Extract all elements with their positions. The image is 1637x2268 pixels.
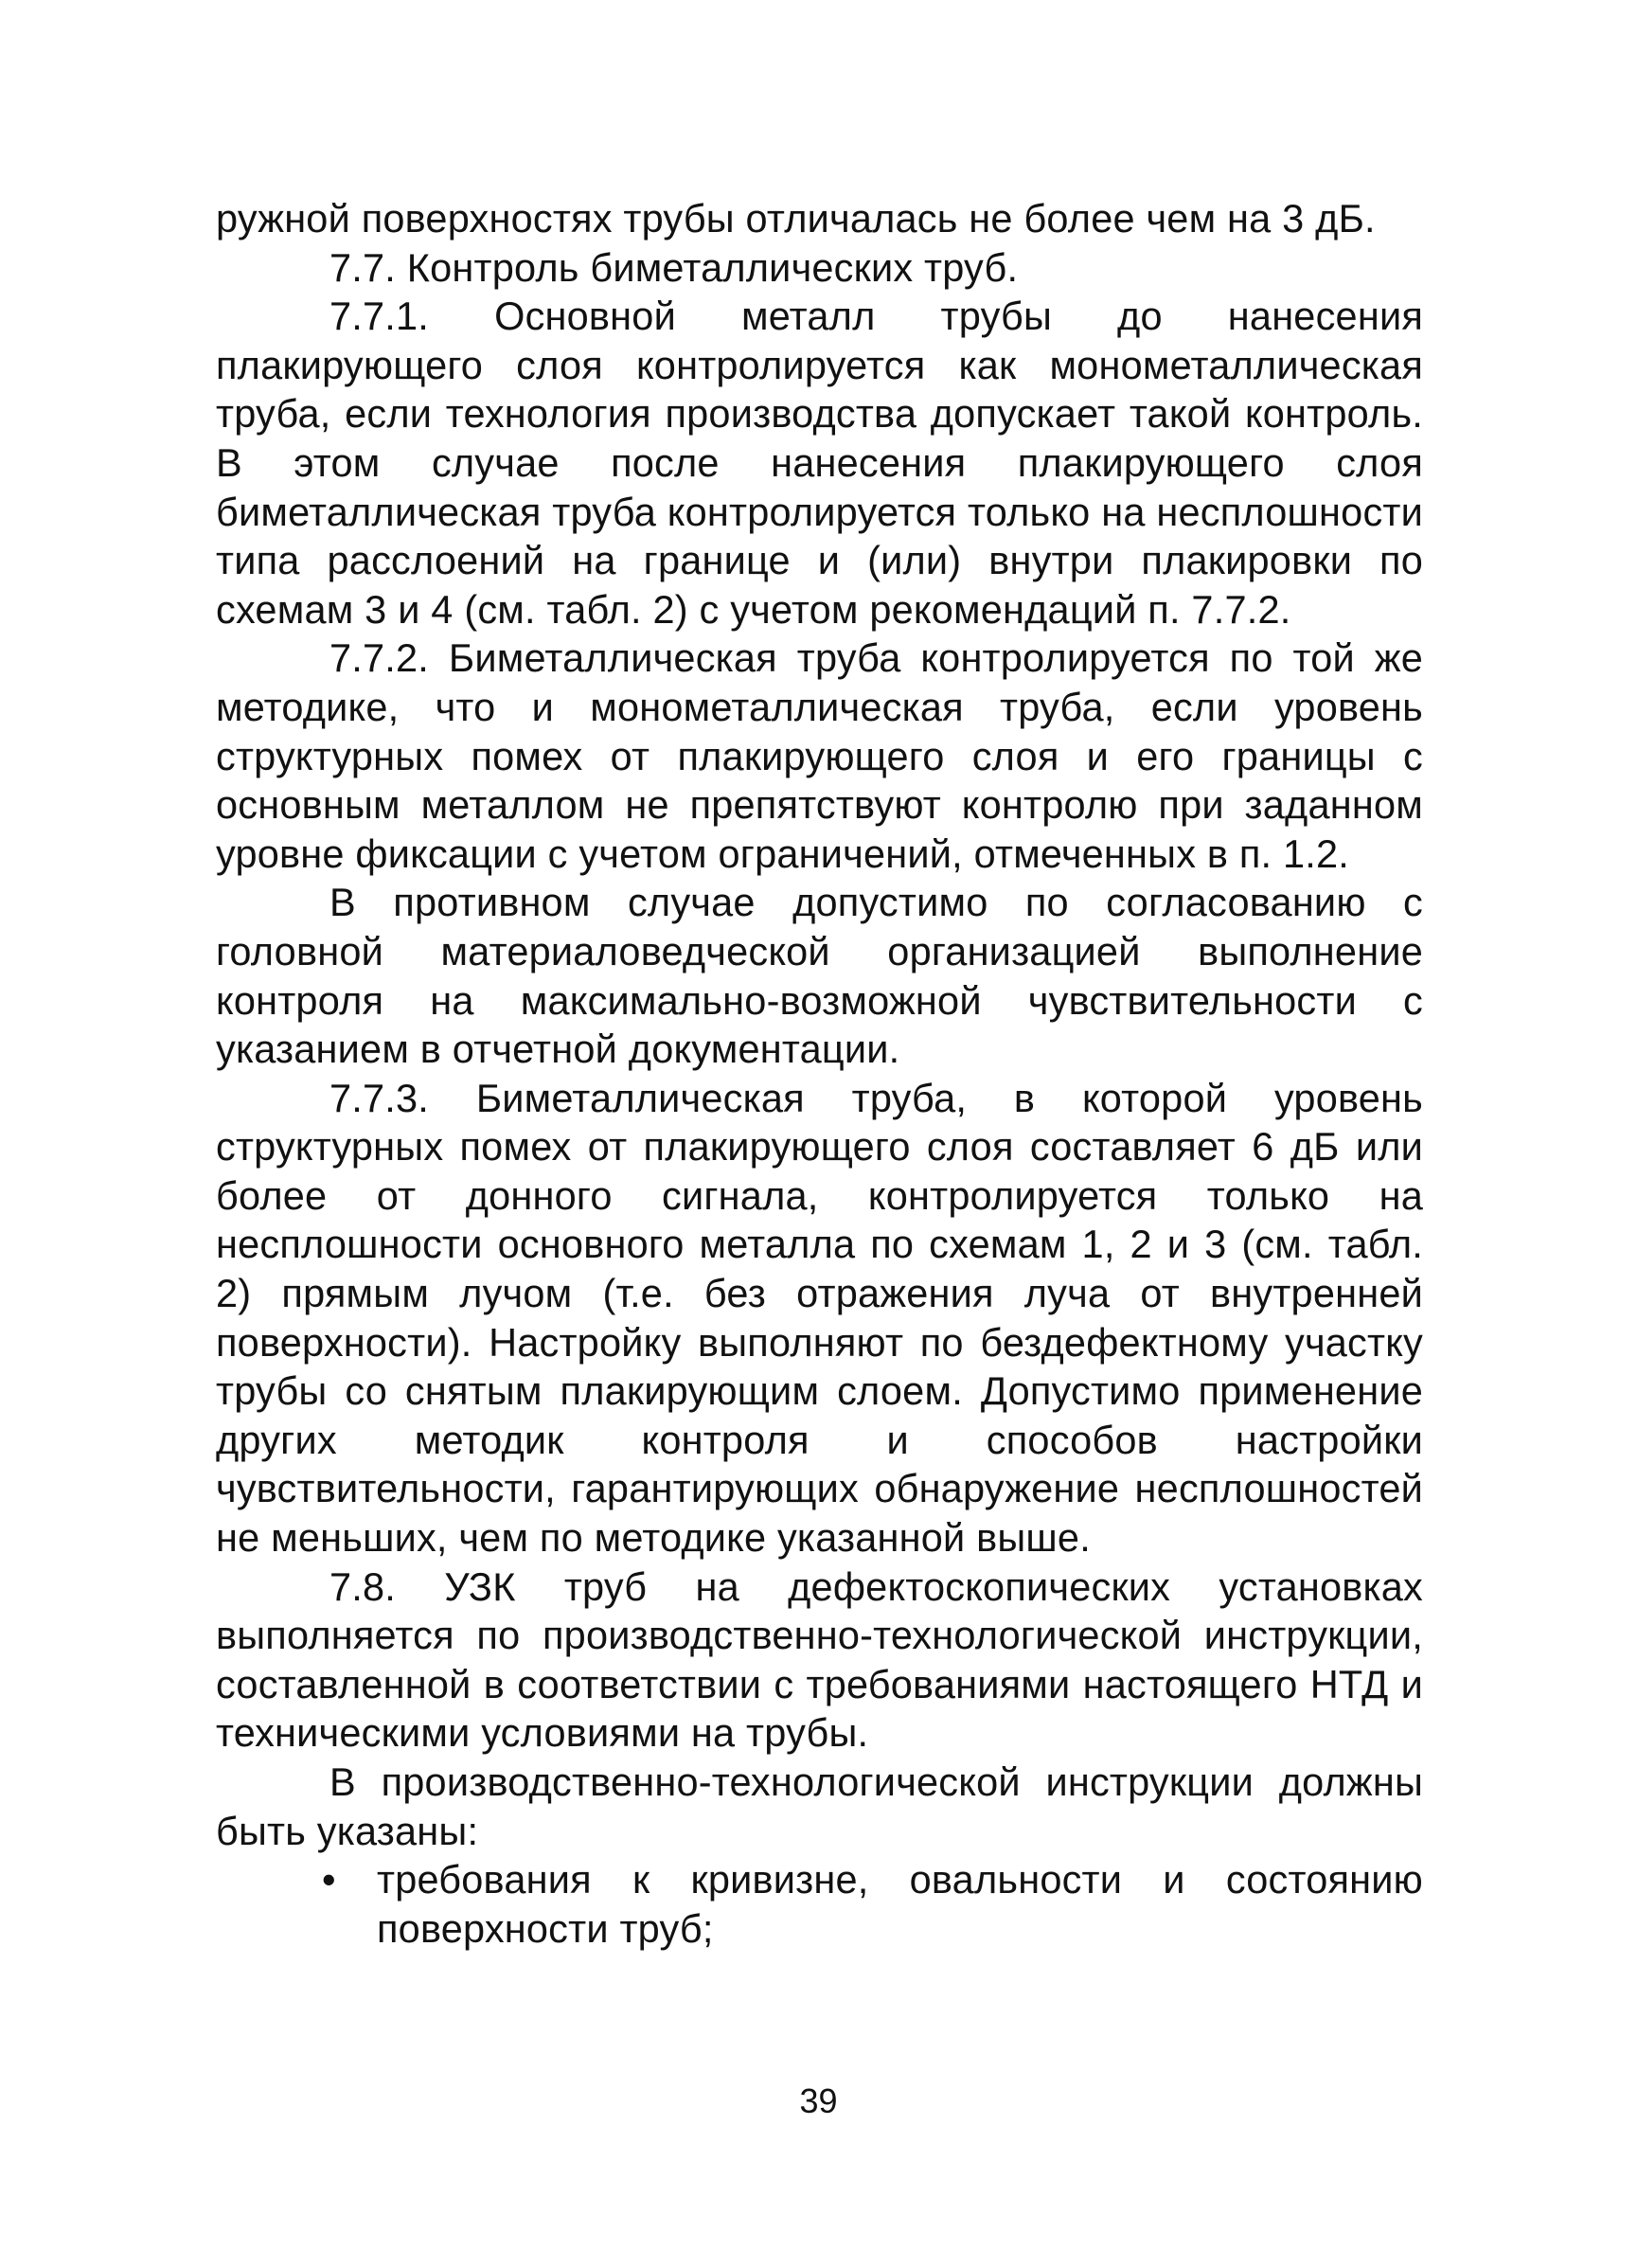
paragraph-7-7-1: 7.7.1. Основной металл трубы до нанесения плакирующего слоя контролируется как монометаллическая труба, если технология производства допускает такой контроль. В этом случае после нанесения плакирующего слоя биметаллическая труба контролируется только на несплошности типа расслоений на границе и (или) внутри плакировки по схемам 3 и 4 (см. табл. 2) с учетом рекомендаций п. 7.7.2. (216, 294, 1423, 632)
bullet-icon: • (322, 1857, 336, 1902)
list-item-text: требования к кривизне, овальности и состоянию поверхности труб; (377, 1857, 1423, 1951)
paragraph-continuation: ружной поверхностях трубы отличалась не более чем на 3 дБ. (216, 196, 1376, 241)
paragraph-7-8: 7.8. УЗК труб на дефектоскопических установках выполняется по производственно-технологической инструкции, составленной в соответствии с требованиями настоящего НТД и техническими условиями на трубы. (216, 1563, 1423, 1756)
paragraph-7-7-2: 7.7.2. Биметаллическая труба контролируется по той же методике, что и монометаллическая труба, если уровень структурных помех от плакирующего слоя и его границы с основным металлом не препятствуют контролю при заданном уровне фиксации с учетом ограничений, отмеченных в п. 1.2. (216, 635, 1423, 876)
list-item (216, 1855, 1423, 1953)
body-text (216, 194, 1423, 1953)
paragraph-section-7-7: 7.7. Контроль биметаллических труб. (329, 244, 1019, 290)
paragraph-otherwise: В противном случае допустимо по согласованию с головной материаловедческой организацией выполнение контроля на максимально-возможной чувствительности с указанием в отчетной документации. (216, 880, 1423, 1072)
paragraph-instruction-list-intro: В производственно-технологической инструкции должны быть указаны: (216, 1759, 1423, 1853)
paragraph-7-7-3: 7.7.3. Биметаллическая труба, в которой уровень структурных помех от плакирующего слоя составляет 6 дБ или более от донного сигнала, контролируется только на несплошности основного металла по схемам 1, 2 и 3 (см. табл. 2) прямым лучом (т.е. без отражения луча от внутренней поверхности). Настройку выполняют по бездефектному участку трубы со снятым плакирующим слоем. Допустимо применение других методик контроля и способов настройки чувствительности, гарантирующих обнаружение несплошностей не меньших, чем по методике указанной выше. (216, 1075, 1423, 1561)
requirements-list (216, 1855, 1423, 1953)
page-number: 39 (799, 2081, 838, 2120)
